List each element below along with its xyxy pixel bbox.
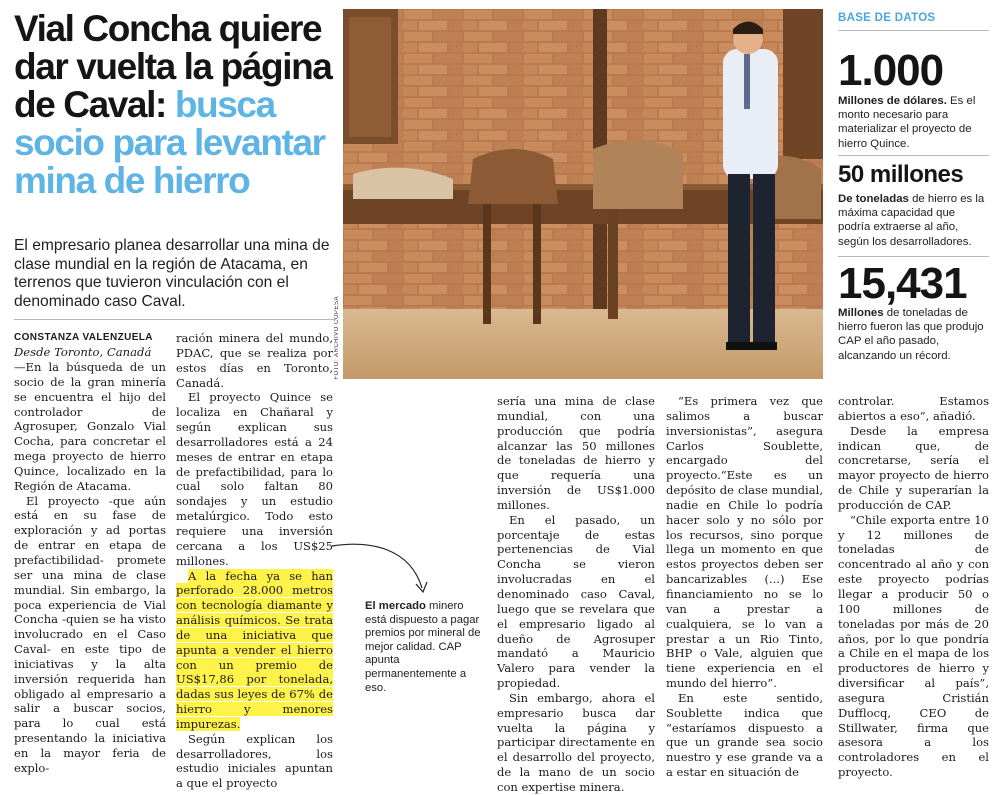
- fact-figure: 50 millones: [838, 161, 964, 188]
- paragraph: controlar. Estamos abiertos a eso”, añadió.: [838, 394, 989, 423]
- paragraph: “Chile exporta entre 10 y 12 millones de toneladas de concentrado al año y con este proyecto podrías llegar a producir 50 o 100 millones de toneladas por más de 20 años, por lo que pondría a Chile en el mapa de los productores de hierro y diversificar al país”, asegura Cristián Dufflocq, CEO de Stillwater, firma que asesora a los controladores en el proyecto.: [838, 512, 989, 780]
- photo-credit: FOTO: ARCHIVO COPESA: [334, 296, 340, 380]
- fact-description: [838, 94, 990, 151]
- paragraph: Desde la empresa indican que, de concretarse, sería el mayor proyecto de hierro de Chile y superarían la producción de CAP.: [838, 423, 989, 512]
- fact-text: de toneladas de hierro fueron las que produjo CAP el año pasado, alcanzando un récord.: [838, 307, 984, 362]
- paragraph: Según explican los desarrolladores, los estudio iniciales apuntan a que el proyecto: [176, 731, 333, 791]
- author-byline: CONSTANZA VALENZUELA: [14, 332, 153, 343]
- fact-description: [838, 192, 990, 249]
- paragraph: sería una mina de clase mundial, con una producción que podría alcanzar las 50 millones de toneladas de hierro y que requería una inversión de US$1.000 millones.: [497, 394, 655, 512]
- paragraph: Sin embargo, ahora el empresario busca dar vuelta la página y participar directamente en el desarrollo del proyecto, de la mano de un socio con expertise minera.: [497, 690, 655, 794]
- fact-lead: Millones de dólares.: [838, 95, 947, 107]
- divider: [14, 319, 336, 320]
- dateline: Desde Toronto, Canadá: [14, 345, 152, 359]
- fact-lead: Millones: [838, 307, 884, 319]
- paragraph: “Es primera vez que salimos a buscar inversionistas”, asegura Carlos Soublette, encargado del proyecto.“Este es un depósito de clase mundial, nadie en Chile lo podría hacer solo y no sólo por los recursos, sino porque llega un momento en que estos proyectos deben ser bancarizables (...) Ese financiamiento no se lo van a prestar a cualquiera, se lo van a prestar a un Rio Tinto, BHP o Vale, alguien que tiene experiencia en el mundo del hierro”.: [666, 394, 823, 691]
- body-column-3: [497, 394, 655, 795]
- fact-text: de hierro es la máxima capacidad que podría extraerse al año, según los desarrolladores.: [838, 193, 985, 248]
- fact-lead: De toneladas: [838, 193, 909, 205]
- paragraph: El proyecto -que aún está en su fase de exploración y ad portas de entrar en etapa de prefactibilidad- promete ser una mina de clase mundial. Sin embargo, la poca experiencia de Vial Concha -quien se ha visto involucrado en el Caso Caval- en este tipo de iniciativas y la alta inversión requerida han obligado al empresario a salir a buscar socios, para lo cual está presentando la iniciativa en la mayor feria de explo-: [14, 493, 166, 775]
- headline-main: Vial Concha quiere dar vuelta la página de Caval:: [14, 8, 332, 125]
- body-column-4: [666, 394, 823, 780]
- paragraph: ración minera del mundo, PDAC, que se realiza por estos días en Toronto, Canadá.: [176, 331, 333, 390]
- paragraph: —En la búsqueda de un socio de la gran minería se encuentra el hijo del controlador de Agrosuper, Gonzalo Vial Cocha, para concretar el mega proyecto de hierro Quince, localizado en la Región de Atacama.: [14, 360, 166, 493]
- fact-figure: 1.000: [838, 46, 944, 95]
- sidebar-title: BASE DE DATOS: [838, 12, 936, 24]
- fact-figure: 15,431: [838, 259, 967, 308]
- callout-arrow-icon: [330, 540, 440, 605]
- paragraph: En este sentido, Soublette indica que “estaríamos dispuesto a que un grande sea socio nuestro y ese grande va a a estar en situación de: [666, 690, 823, 780]
- sidebar-divider: [838, 256, 989, 257]
- sidebar-divider: [838, 30, 989, 31]
- fact-description: [838, 306, 990, 363]
- pull-quote-lead: El mercado: [365, 600, 426, 612]
- fact-text: Es el monto necesario para materializar el proyecto de hierro Quince.: [838, 95, 976, 150]
- pull-quote-text: minero está dispuesto a pagar premios por mineral de mejor calidad. CAP apunta permanentemente a eso.: [365, 600, 481, 694]
- headline-accent: busca socio para levantar mina de hierro: [14, 84, 325, 201]
- paragraph: En el pasado, un porcentaje de estas pertenencias de Vial Concha se vieron involucradas en el denominado caso Caval, luego que se revelara que el empresario ligado al dueño de Agrosuper mandató a Mauricio Valero para vender la propiedad.: [497, 512, 655, 691]
- headline: [14, 10, 334, 200]
- photo-businessman-saddles: [343, 9, 823, 379]
- body-column-1: [14, 360, 166, 776]
- body-column-2: [176, 331, 333, 791]
- highlight-text: A la fecha ya se han perforado 28.000 metros con tecnología diamante y análisis químicos. Se trata de una iniciativa que apunta a vender el hierro con un premio de US$17,86 por tonelada, dadas sus leyes de 67% de hierro y menores impurezas.: [176, 568, 333, 731]
- pull-quote: [365, 600, 485, 695]
- sidebar-divider: [838, 155, 989, 156]
- subheadline: El empresario planea desarrollar una mina de clase mundial en la región de Atacama, en terrenos que tuvieron vinculación con el denominado caso Caval.: [14, 237, 330, 310]
- body-column-5: [838, 394, 989, 780]
- article-photo: [343, 9, 823, 379]
- highlighted-paragraph: [176, 569, 333, 732]
- paragraph: El proyecto Quince se localiza en Chañaral y según explican sus desarrolladores está a 24 meses de entrar en etapa de prefactibilidad, para lo cual solo faltan 80 sondajes y un estudio metalúrgico. Todo esto requiere una inversión cercana a los US$25 millones.: [176, 390, 333, 568]
